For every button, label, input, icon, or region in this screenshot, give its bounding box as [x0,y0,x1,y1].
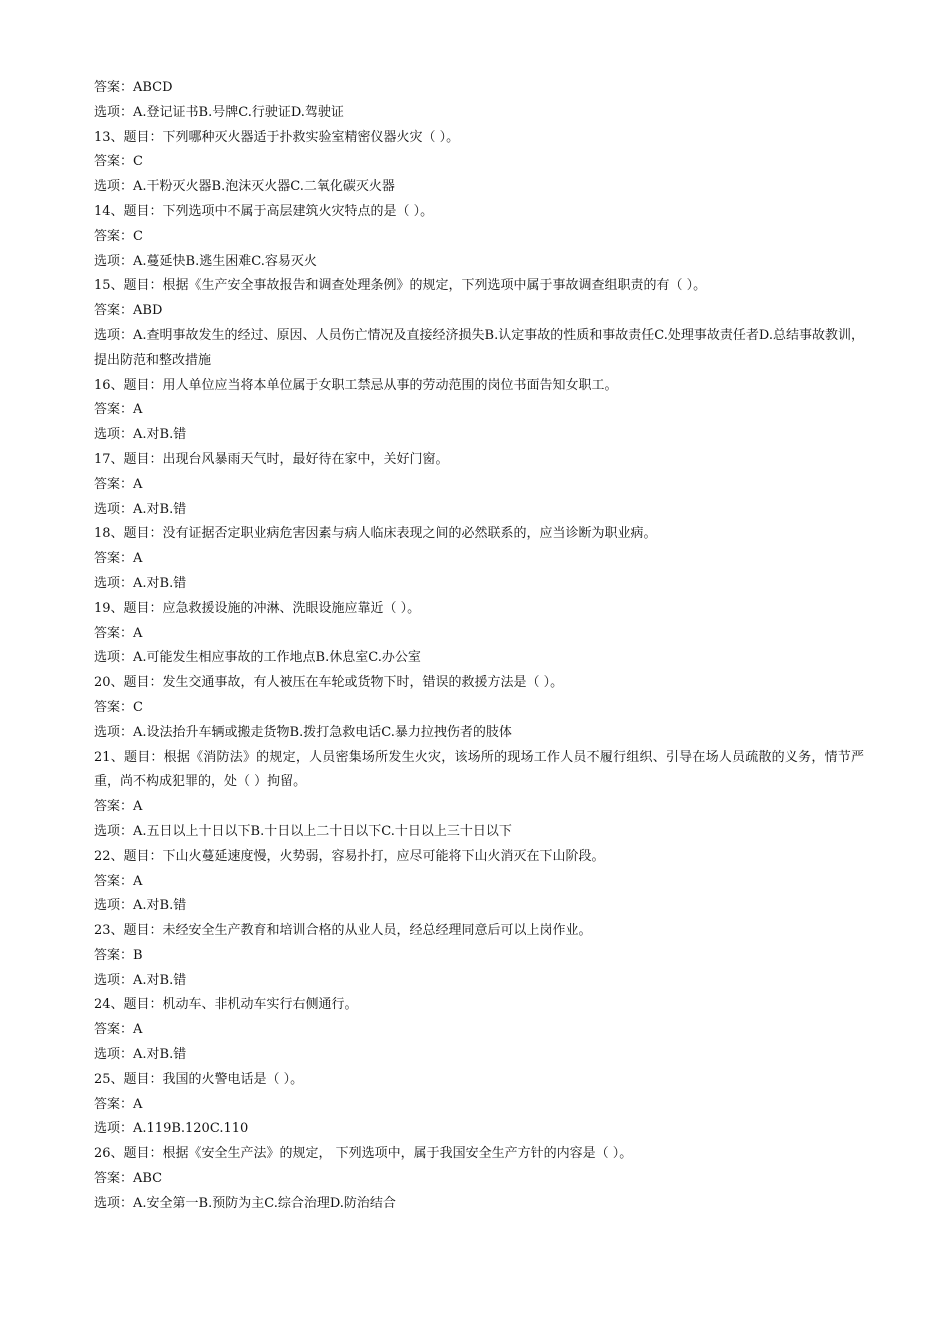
question-26 [94,1142,864,1216]
options-line: 选项：A.蔓延快B.逃生困难C.容易灭火 [94,253,317,269]
question-text: 19、题目：应急救援设施的冲淋、洗眼设施应靠近（ ）。 [94,600,421,616]
options-line: 选项：A.对B.错 [94,501,187,517]
question-17 [94,448,864,522]
options-line: 选项：A.安全第一B.预防为主C.综合治理D.防治结合 [94,1195,396,1211]
answer-line: 答案：C [94,154,143,170]
answer-line: 答案：B [94,947,143,963]
question-text: 18、题目：没有证据否定职业病危害因素与病人临床表现之间的必然联系的，应当诊断为职业病。 [94,526,657,542]
question-text: 14、题目：下列选项中不属于高层建筑火灾特点的是（ ）。 [94,203,434,219]
answer-line: 答案：C [94,699,143,715]
options-line: 选项：A.五日以上十日以下B.十日以上二十日以下C.十日以上三十日以下 [94,823,512,839]
options-line: 选项：A.设法抬升车辆或搬走货物B.拨打急救电话C.暴力拉拽伤者的肢体 [94,724,512,740]
answer-line: 答案：C [94,228,143,244]
options-line: 选项：A.对B.错 [94,427,187,443]
question-text: 17、题目：出现台风暴雨天气时，最好待在家中，关好门窗。 [94,451,449,467]
options-line: 选项：A.干粉灭火器B.泡沫灭火器C.二氧化碳灭火器 [94,179,395,195]
options-line: 选项：A.对B.错 [94,898,187,914]
question-22 [94,845,864,919]
question-text: 15、题目：根据《生产安全事故报告和调查处理条例》的规定，下列选项中属于事故调查组职责的有（ ）。 [94,278,707,294]
question-text: 16、题目：用人单位应当将本单位属于女职工禁忌从事的劳动范围的岗位书面告知女职工。 [94,377,618,393]
answer-line: 答案：ABC [94,1171,163,1187]
answer-line: 答案：A [94,551,143,567]
question-text: 26、题目：根据《安全生产法》的规定， 下列选项中，属于我国安全生产方针的内容是（ ）。 [94,1146,633,1162]
question-18 [94,522,864,596]
options-line: 选项：A.对B.错 [94,1047,187,1063]
question-text: 25、题目：我国的火警电话是（ ）。 [94,1071,304,1087]
question-15 [94,274,864,373]
answer-line: 答案：A [94,799,143,815]
question-text: 23、题目：未经安全生产教育和培训合格的从业人员，经总经理同意后可以上岗作业。 [94,923,592,939]
options-line: 选项：A.119B.120C.110 [94,1121,249,1137]
answer-line: 答案：A [94,402,143,418]
answer-line: 答案：ABCD [94,80,173,95]
answer-line: 答案：ABD [94,303,163,319]
question-13 [94,126,864,200]
options-line: 选项：A.查明事故发生的经过、原因、人员伤亡情况及直接经济损失B.认定事故的性质和事故责任C.处理事故责任者D.总结事故教训，提出防范和整改措施 [94,327,864,368]
answer-line: 答案：A [94,1022,143,1038]
question-text: 20、题目：发生交通事故，有人被压在车轮或货物下时，错误的救援方法是（ ）。 [94,675,564,691]
options-line: 选项：A.登记证书B.号牌C.行驶证D.驾驶证 [94,104,344,120]
options-line: 选项：A.对B.错 [94,972,187,988]
question-23 [94,919,864,993]
question-text: 21、题目：根据《消防法》的规定，人员密集场所发生火灾，该场所的现场工作人员不履行组织、引导在场人员疏散的义务，情节严重，尚不构成犯罪的，处（ ）拘留。 [94,749,864,790]
question-16 [94,374,864,448]
question-text: 22、题目：下山火蔓延速度慢，火势弱，容易扑打，应尽可能将下山火消灭在下山阶段。 [94,848,605,864]
answer-line: 答案：A [94,1096,143,1112]
question-list [94,76,864,1217]
answer-line: 答案：A [94,476,143,492]
answer-line: 答案：A [94,625,143,641]
options-line: 选项：A.对B.错 [94,575,187,591]
question-text: 24、题目：机动车、非机动车实行右侧通行。 [94,997,358,1013]
question-14 [94,200,864,274]
question-20 [94,671,864,745]
question-19 [94,597,864,671]
question-21 [94,746,864,845]
question-25 [94,1068,864,1142]
answer-line: 答案：A [94,873,143,889]
question-24 [94,993,864,1067]
options-line: 选项：A.可能发生相应事故的工作地点B.休息室C.办公室 [94,650,421,666]
question-text: 13、题目：下列哪种灭火器适于扑救实验室精密仪器火灾（ ）。 [94,129,460,145]
